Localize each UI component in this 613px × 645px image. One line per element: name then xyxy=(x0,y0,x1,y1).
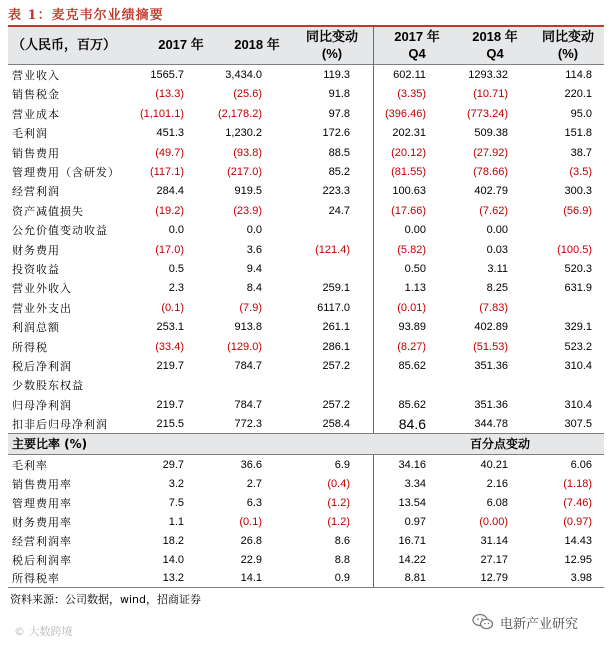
cell-value: 16.71 xyxy=(398,534,426,547)
header-2017: 2017 年 xyxy=(158,37,204,52)
row-label: 营业成本 xyxy=(12,107,60,121)
cell-value: (773.24) xyxy=(467,107,508,120)
cell-value: (0.01) xyxy=(397,301,426,314)
cell-value: (78.66) xyxy=(473,166,508,178)
cell-value: 1293.32 xyxy=(468,69,508,81)
cell-value: 258.4 xyxy=(322,418,350,431)
row-label: 所得税 xyxy=(12,340,48,354)
cell-value: (0.4) xyxy=(327,477,350,490)
cell-value: 6.9 xyxy=(334,459,350,471)
cell-value: 253.1 xyxy=(156,321,184,334)
row-label: 财务费用 xyxy=(12,243,60,257)
header-2017q4-line2: Q4 xyxy=(408,46,426,61)
table-row xyxy=(8,85,604,104)
cell-value: 6.3 xyxy=(246,496,262,509)
cell-value: 784.7 xyxy=(234,360,262,372)
table-row xyxy=(8,357,604,376)
table-row xyxy=(8,569,604,588)
cell-value: 14.0 xyxy=(162,553,184,566)
row-label: 毛利润 xyxy=(12,127,48,141)
cell-value: 24.7 xyxy=(328,204,350,217)
row-label: 所得税率 xyxy=(12,572,60,586)
cell-value: (7.83) xyxy=(479,301,508,314)
cell-value: (25.6) xyxy=(233,88,262,101)
cell-value: 0.50 xyxy=(404,263,426,275)
cell-value: 784.7 xyxy=(234,398,262,411)
cell-value: (1.2) xyxy=(327,496,350,509)
row-label: 投资收益 xyxy=(12,263,60,276)
cell-value: 913.8 xyxy=(234,321,262,334)
cell-value: 223.3 xyxy=(322,185,350,198)
ratio-section-title: 主要比率 (%) xyxy=(12,437,88,451)
cell-value: (100.5) xyxy=(557,243,592,256)
row-label: 经营利润率 xyxy=(12,534,72,548)
cell-value: (1,101.1) xyxy=(139,107,184,120)
cell-value: (23.9) xyxy=(233,204,262,217)
cell-value: 523.2 xyxy=(564,340,592,353)
cell-value: (13.3) xyxy=(155,88,184,101)
cell-value: 12.79 xyxy=(480,572,508,585)
cell-value: 119.3 xyxy=(323,69,350,81)
row-label: 税后利润率 xyxy=(12,553,72,567)
row-label: 归母净利润 xyxy=(12,398,72,412)
cell-value: (19.2) xyxy=(155,204,184,217)
cell-value: 219.7 xyxy=(156,360,184,372)
cell-value: 329.1 xyxy=(564,321,592,334)
cell-value: (17.0) xyxy=(155,243,184,256)
row-label: 利润总额 xyxy=(12,321,60,335)
row-label: 扣非后归母净利润 xyxy=(12,418,108,432)
cell-value: 351.36 xyxy=(474,398,508,411)
cell-value: 0.00 xyxy=(486,224,508,237)
table-row xyxy=(8,532,604,551)
table-row xyxy=(8,299,604,318)
ratio-section-right-label: 百分点变动 xyxy=(470,437,531,451)
cell-value: (27.92) xyxy=(473,146,508,159)
header-2018q4-line1: 2018 年 xyxy=(472,29,518,44)
cell-value: 26.8 xyxy=(240,534,262,547)
cell-value: 1565.7 xyxy=(150,69,184,81)
cell-value: 602.11 xyxy=(393,69,426,81)
table-row xyxy=(8,182,604,201)
cell-value: 300.3 xyxy=(564,185,592,198)
cell-value: (217.0) xyxy=(227,166,262,178)
cell-value: 31.14 xyxy=(480,534,508,547)
cell-value: 85.2 xyxy=(328,166,350,178)
row-label: 资产减值损失 xyxy=(12,204,84,218)
cell-value: 310.4 xyxy=(564,398,592,411)
cell-value: (7.46) xyxy=(563,496,592,509)
cell-value: 8.8 xyxy=(334,553,350,566)
cell-value: 451.3 xyxy=(156,127,184,140)
cell-value: (0.1) xyxy=(161,301,184,314)
cell-value: 8.25 xyxy=(486,282,508,295)
table-row xyxy=(8,494,604,513)
cell-value: 2.3 xyxy=(168,282,184,295)
cell-value: 257.2 xyxy=(322,398,350,411)
row-label: 公允价值变动收益 xyxy=(12,224,108,238)
cell-value: 259.1 xyxy=(322,282,350,295)
cell-value: 286.1 xyxy=(322,340,350,353)
cell-value: 3.6 xyxy=(246,243,262,256)
table-row xyxy=(8,415,604,434)
table-row xyxy=(8,338,604,357)
row-label: 毛利率 xyxy=(12,459,48,472)
header-q-yoy-line1: 同比变动 xyxy=(541,29,594,44)
cell-value: 0.97 xyxy=(404,515,426,528)
cell-value: 84.6 xyxy=(398,416,426,433)
cell-value: 257.2 xyxy=(322,360,350,372)
header-divider xyxy=(8,64,604,65)
table-row xyxy=(8,221,604,240)
cell-value: 36.6 xyxy=(240,459,262,471)
cell-value: 772.3 xyxy=(234,418,262,431)
cell-value: 93.89 xyxy=(398,321,426,334)
cell-value: 1,230.2 xyxy=(225,127,262,140)
cell-value: 215.5 xyxy=(156,418,184,431)
row-label: 营业外支出 xyxy=(12,301,72,315)
cell-value: 8.81 xyxy=(404,572,426,585)
cell-value: 919.5 xyxy=(234,185,262,198)
cell-value: 3.2 xyxy=(168,477,184,490)
row-label: 管理费用（含研发） xyxy=(12,166,120,179)
cell-value: 402.79 xyxy=(474,185,508,198)
cell-value: (49.7) xyxy=(155,146,184,159)
cell-value: 631.9 xyxy=(564,282,592,295)
cell-value: 88.5 xyxy=(328,146,350,159)
cell-value: 22.9 xyxy=(240,553,262,566)
cell-value: 310.4 xyxy=(564,360,592,372)
row-label: 营业收入 xyxy=(12,69,60,82)
row-label: 财务费用率 xyxy=(12,515,72,529)
cell-value: (10.71) xyxy=(473,88,508,101)
cell-value: 91.8 xyxy=(328,88,350,101)
cell-value: (93.8) xyxy=(233,146,262,159)
table-title: 表 1：麦克韦尔业绩摘要 xyxy=(8,8,164,23)
cell-value: 95.0 xyxy=(570,107,592,120)
table-row xyxy=(8,475,604,494)
cell-value: 29.7 xyxy=(162,459,184,471)
table-row xyxy=(8,124,604,143)
row-label: 销售费用率 xyxy=(12,477,72,491)
cell-value: (396.46) xyxy=(385,107,426,120)
watermark-right xyxy=(472,609,578,635)
cell-value: 40.21 xyxy=(480,459,508,471)
row-label: 经营利润 xyxy=(12,185,60,199)
cell-value: 220.1 xyxy=(564,88,592,101)
table-row xyxy=(8,513,604,532)
cell-value: (7.62) xyxy=(479,204,508,217)
header-2018: 2018 年 xyxy=(234,37,280,52)
cell-value: 351.36 xyxy=(474,360,508,372)
cell-value: 18.2 xyxy=(162,534,184,547)
cell-value: (33.4) xyxy=(155,340,184,353)
cell-value: 85.62 xyxy=(398,360,426,372)
cell-value: (81.55) xyxy=(391,166,426,178)
cell-value: 97.8 xyxy=(328,107,350,120)
table-row xyxy=(8,66,604,85)
cell-value: 114.8 xyxy=(565,69,592,81)
cell-value: 3.11 xyxy=(487,263,508,275)
cell-value: 2.16 xyxy=(486,477,508,490)
cell-value: (129.0) xyxy=(227,340,262,353)
table-row xyxy=(8,163,604,182)
cell-value: 509.38 xyxy=(474,127,508,140)
cell-value: 1.13 xyxy=(404,282,426,295)
cell-value: (8.27) xyxy=(397,340,426,353)
cell-value: 38.7 xyxy=(570,146,592,159)
cell-value: 14.43 xyxy=(564,534,592,547)
watermark-right-text: 电新产业研究 xyxy=(500,616,579,632)
cell-value: (121.4) xyxy=(315,243,350,256)
table-row xyxy=(8,260,604,279)
cell-value: 0.0 xyxy=(246,224,262,237)
row-label: 销售税金 xyxy=(12,88,60,102)
cell-value: 7.5 xyxy=(168,496,184,509)
cell-value: 2.7 xyxy=(246,477,262,490)
cell-value: 9.4 xyxy=(246,263,262,275)
header-q-yoy-line2: (%) xyxy=(557,46,579,61)
cell-value: 261.1 xyxy=(322,321,350,334)
cell-value: (5.82) xyxy=(397,243,426,256)
row-label: 管理费用率 xyxy=(12,496,72,510)
table-row xyxy=(8,202,604,221)
table-row xyxy=(8,241,604,260)
cell-value: (17.66) xyxy=(391,204,426,217)
cell-value: 3,434.0 xyxy=(225,69,262,81)
table-row xyxy=(8,105,604,124)
cell-value: 6.06 xyxy=(570,459,592,471)
table-row xyxy=(8,376,604,395)
cell-value: 0.00 xyxy=(404,224,426,237)
cell-value: (7.9) xyxy=(239,301,262,314)
header-yoy-line2: (%) xyxy=(321,46,343,61)
cell-value: (56.9) xyxy=(563,204,592,217)
wechat-logo-icon xyxy=(472,613,494,631)
cell-value: 14.1 xyxy=(240,572,262,585)
cell-value: 12.95 xyxy=(564,553,592,566)
cell-value: (0.97) xyxy=(563,515,592,528)
table-row xyxy=(8,551,604,570)
cell-value: 1.1 xyxy=(168,515,184,528)
cell-value: 3.34 xyxy=(404,477,426,490)
cell-value: 27.17 xyxy=(480,553,508,566)
cell-value: (2,178.2) xyxy=(217,107,262,120)
cell-value: 172.6 xyxy=(322,127,350,140)
table-row xyxy=(8,396,604,415)
cell-value: 6.08 xyxy=(486,496,508,509)
cell-value: 520.3 xyxy=(564,263,592,275)
cell-value: 202.31 xyxy=(392,127,426,140)
row-label: 销售费用 xyxy=(12,146,60,160)
cell-value: (1.18) xyxy=(563,477,592,490)
table-row xyxy=(8,318,604,337)
row-label: 营业外收入 xyxy=(12,282,72,296)
watermark-left: © 大数跨境 xyxy=(14,625,73,638)
cell-value: 151.8 xyxy=(564,127,592,140)
cell-value: (1.2) xyxy=(327,515,350,528)
table-row xyxy=(8,144,604,163)
cell-value: 0.03 xyxy=(486,243,508,256)
row-label: 少数股东权益 xyxy=(12,379,84,393)
cell-value: (3.5) xyxy=(569,166,592,178)
header-label: （人民币，百万） xyxy=(12,37,117,52)
cell-value: 0.0 xyxy=(168,224,184,237)
cell-value: 344.78 xyxy=(474,418,508,431)
cell-value: (51.53) xyxy=(473,340,508,353)
cell-value: 85.62 xyxy=(398,398,426,411)
cell-value: (20.12) xyxy=(391,146,426,159)
cell-value: (117.1) xyxy=(149,166,184,178)
header-2017q4-line1: 2017 年 xyxy=(394,29,440,44)
row-label: 税后净利润 xyxy=(12,360,72,373)
cell-value: 6117.0 xyxy=(317,301,350,314)
cell-value: 14.22 xyxy=(398,553,426,566)
cell-value: 8.4 xyxy=(246,282,262,295)
header-yoy-line1: 同比变动 xyxy=(305,29,358,44)
cell-value: 284.4 xyxy=(156,185,184,198)
cell-value: 402.89 xyxy=(474,321,508,334)
table-row xyxy=(8,279,604,298)
cell-value: (0.1) xyxy=(239,515,262,528)
cell-value: (0.00) xyxy=(479,515,508,528)
cell-value: 13.54 xyxy=(398,496,426,509)
cell-value: 307.5 xyxy=(564,418,592,431)
cell-value: 0.9 xyxy=(334,572,350,585)
cell-value: 8.6 xyxy=(334,534,350,547)
cell-value: 100.63 xyxy=(392,185,426,198)
cell-value: 219.7 xyxy=(156,398,184,411)
cell-value: 13.2 xyxy=(162,572,184,585)
table-bottom-border xyxy=(8,587,604,588)
source-note: 资料来源：公司数据，wind，招商证券 xyxy=(10,593,202,606)
cell-value: 0.5 xyxy=(168,263,184,275)
table-row xyxy=(8,456,604,475)
header-2018q4-line2: Q4 xyxy=(486,46,504,61)
cell-value: 34.16 xyxy=(398,459,426,471)
cell-value: (3.35) xyxy=(397,88,426,101)
cell-value: 3.98 xyxy=(570,572,592,585)
